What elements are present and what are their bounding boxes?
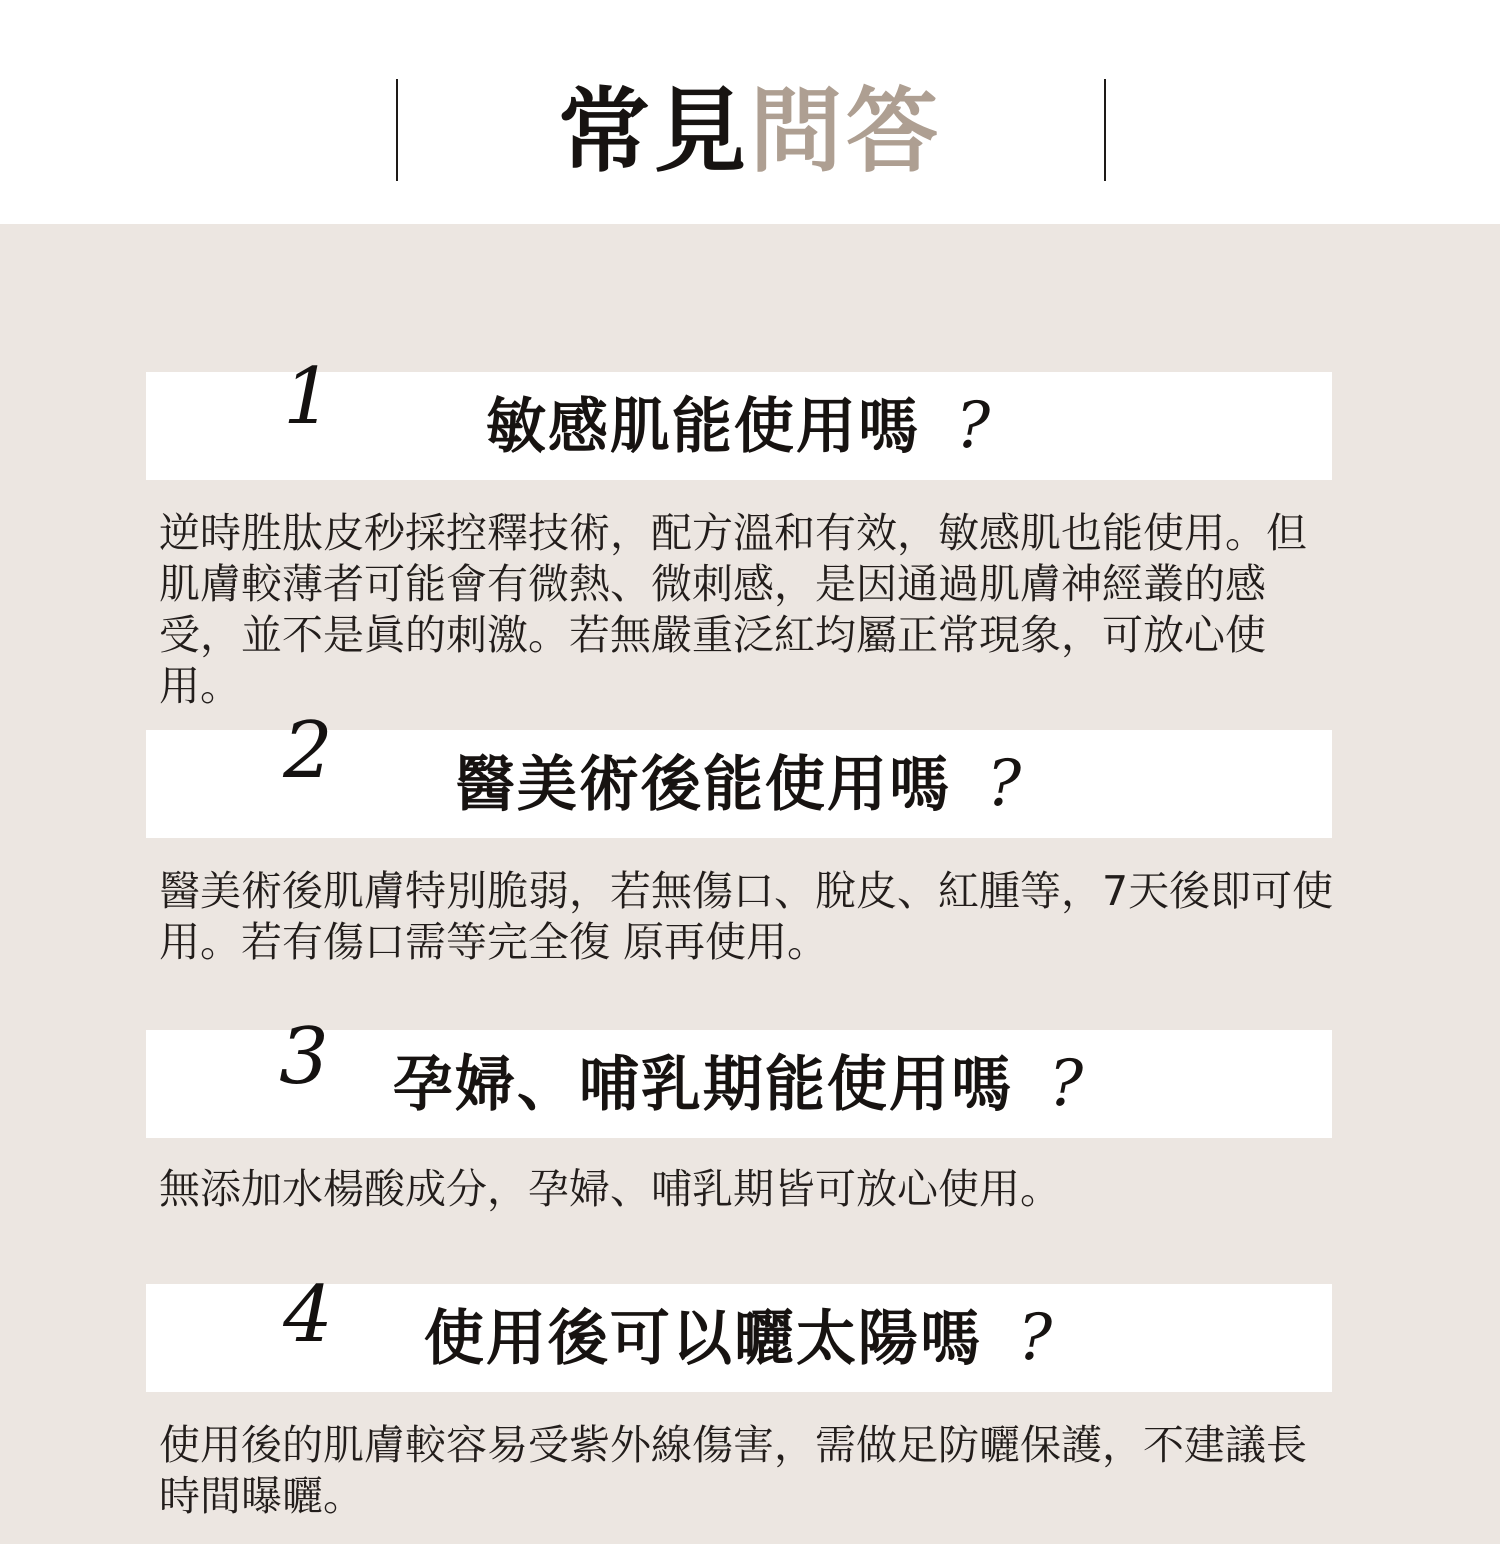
title-right-divider [1104, 79, 1106, 181]
question-mark: ? [955, 389, 993, 463]
question-label: 使用後可以曬太陽嗎 [423, 1304, 982, 1374]
question-text [146, 1284, 1332, 1393]
question-mark: ? [1017, 1301, 1055, 1375]
question-mark: ? [1048, 1047, 1086, 1121]
question-number: 4 [283, 1270, 333, 1360]
question-label: 孕婦、哺乳期能使用嗎 [392, 1050, 1013, 1120]
question-label: 醫美術後能使用嗎 [454, 750, 951, 820]
title-left-divider [396, 79, 398, 181]
page-title-light-part: 問答 [750, 77, 943, 185]
question-mark: ? [986, 747, 1024, 821]
answer-text: 無添加水楊酸成分，孕婦、哺乳期皆可放心使用。 [159, 1165, 1061, 1213]
answer-text: 使用後的肌膚較容易受紫外線傷害，需做足防曬保護，不建議長時間曝曬。 [159, 1421, 1307, 1520]
question-label: 敏感肌能使用嗎 [485, 392, 920, 462]
answer-text: 逆時胜肽皮秒採控釋技術，配方溫和有效，敏感肌也能使用。但肌膚較薄者可能會有微熱、微刺感，是因通過肌膚神經叢的感受，並不是眞的刺激。若無嚴重泛紅均屬正常現象，可放心使用。 [159, 509, 1307, 710]
answer-text: 醫美術後肌膚特別脆弱，若無傷口、脫皮、紅腫等，7天後即可使用。若有傷口需等完全復 原再使用。 [159, 867, 1334, 966]
question-text [146, 1030, 1332, 1139]
faq-content [0, 224, 1500, 1544]
question-number: 3 [279, 1012, 329, 1102]
question-text [146, 730, 1332, 839]
page-header [0, 0, 1500, 224]
page-title-dark-part: 常見 [557, 77, 750, 185]
question-number: 2 [283, 706, 333, 796]
question-number: 1 [283, 352, 333, 442]
question-text [146, 372, 1332, 481]
page-title [400, 76, 1100, 186]
